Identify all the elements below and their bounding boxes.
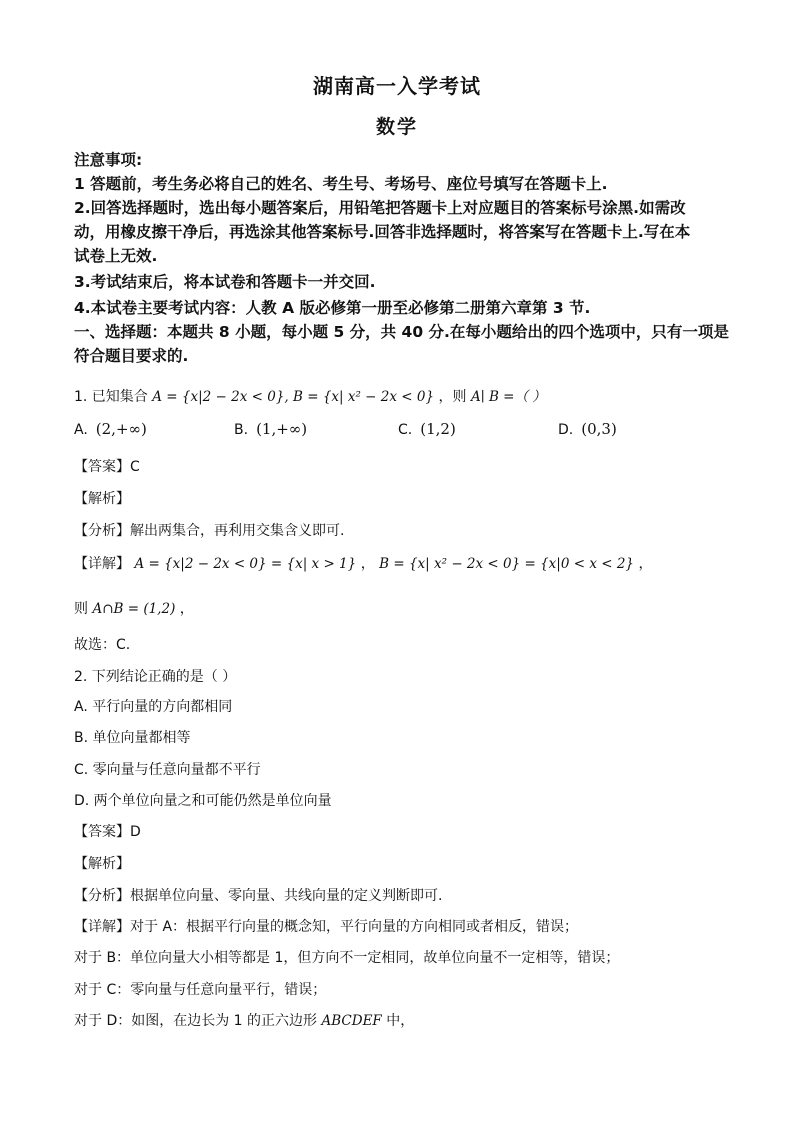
q1-conclusion: 故选：C. [74, 637, 131, 653]
notes-heading: 注意事项: [74, 151, 143, 169]
q1-option-d: D. (0,3) [558, 420, 617, 438]
q1-option-b: B. (1,+∞) [234, 420, 308, 438]
q2-option-b: B. 单位向量都相等 [74, 730, 191, 746]
q2-fenxi: 【分析】根据单位向量、零向量、共线向量的定义判断即可. [74, 888, 443, 904]
q2-option-d: D. 两个单位向量之和可能仍然是单位向量 [74, 793, 332, 809]
note-item: 4.本试卷主要考试内容：人教 A 版必修第一册至必修第二册第六章第 3 节. [74, 299, 591, 317]
q2-detail-d: 对于 D：如图，在边长为 1 的正六边形 ABCDEF 中， [74, 1013, 415, 1029]
q2-detail-c: 对于 C：零向量与任意向量平行，错误； [74, 982, 327, 998]
note-item: 3.考试结束后，将本试卷和答题卡一并交回. [74, 273, 376, 291]
q1-then: 则 A∩B = (1,2) ， [74, 601, 194, 617]
q1-analysis-tag: 【解析】 [74, 491, 130, 507]
q2-option-a: A. 平行向量的方向都相同 [74, 699, 233, 715]
q1-ask: A∣ B =（ ） [470, 389, 546, 405]
q1-prefix: 1. 已知集合 [74, 389, 148, 405]
q2-stem: 2. 下列结论正确的是（ ） [74, 669, 237, 685]
exam-subject: 数学 [375, 116, 418, 138]
note-item: 动，用橡皮擦干净后，再选涂其他答案标号.回答非选择题时，将答案写在答题卡上.写在本 [74, 223, 691, 241]
q2-detail-b: 对于 B：单位向量大小相等都是 1，但方向不一定相同，故单位向量不一定相等，错误； [74, 950, 620, 966]
note-item: 试卷上无效. [74, 247, 158, 265]
q1-set-expression: A = {x|2 − 2x < 0}, B = {x| x² − 2x < 0} [152, 389, 435, 405]
section-heading: 一、选择题：本题共 8 小题，每小题 5 分，共 40 分.在每小题给出的四个选项中，只有一项是 [74, 323, 729, 341]
q1-suffix: ，则 [438, 389, 467, 405]
q1-stem [74, 385, 546, 406]
q1-answer: 【答案】C [74, 459, 140, 475]
q2-answer: 【答案】D [74, 824, 141, 840]
q1-fenxi: 【分析】解出两集合，再利用交集含义即可. [74, 523, 345, 539]
q2-analysis-tag: 【解析】 [74, 856, 130, 872]
q1-option-a: A. (2,+∞) [74, 420, 147, 438]
q2-detail-a: 【详解】对于 A：根据平行向量的概念知，平行向量的方向相同或者相反，错误； [74, 919, 579, 935]
q1-option-c: C. (1,2) [398, 420, 456, 438]
exam-title: 湖南高一入学考试 [313, 74, 481, 98]
note-item: 2.回答选择题时，选出每小题答案后，用铅笔把答题卡上对应题目的答案标号涂黑.如需改 [74, 199, 686, 217]
q1-detail: 【详解】 A = {x|2 − 2x < 0} = {x| x > 1} ， B = {x| x² − 2x < 0} = {x|0 < x < 2} ， [74, 556, 653, 572]
q2-option-c: C. 零向量与任意向量都不平行 [74, 762, 261, 778]
section-heading-cont: 符合题目要求的. [74, 347, 189, 365]
note-item: 1 答题前，考生务必将自己的姓名、考生号、考场号、座位号填写在答题卡上. [74, 175, 608, 193]
